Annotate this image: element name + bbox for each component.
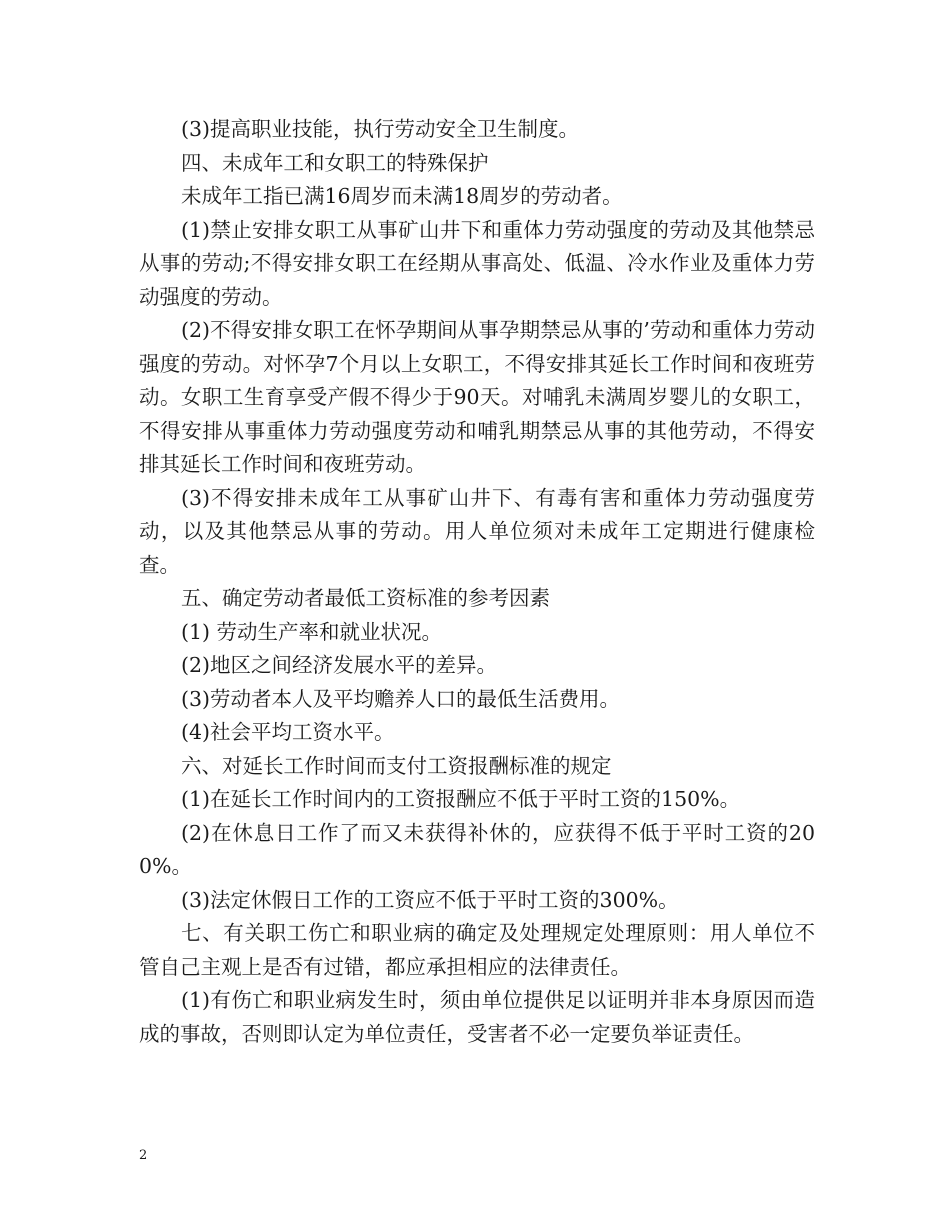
section-heading-5: 五、确定劳动者最低工资标准的参考因素 xyxy=(181,586,550,610)
paragraph-injury-1: (1)有伤亡和职业病发生时，须由单位提供足以证明并非本身原因而造成的事故，否则即认定为单位责任，受害者不必一定要负举证责任。 xyxy=(139,988,815,1046)
paragraph-rule-2: (2)不得安排女职工在怀孕期间从事孕期禁忌从事的’劳动和重体力劳动强度的劳动。对怀孕7个月以上女职工，不得安排其延长工作时间和夜班劳动。女职工生育享受产假不得少于90天。对哺乳未满周岁婴儿的女职工，不得安排从事重体力劳动强度劳动和哺乳期禁忌从事的其他劳动，不得安排其延长工作时间和夜班劳动。 xyxy=(139,318,815,476)
paragraph-overtime-2: (2)在休息日工作了而又未获得补休的，应获得不低于平时工资的200%。 xyxy=(139,820,815,878)
paragraph-factor-1: (1) 劳动生产率和就业状况。 xyxy=(181,619,443,644)
paragraph-rule-3: (3)不得安排未成年工从事矿山井下、有毒有害和重体力劳动强度劳动，以及其他禁忌从事的劳动。用人单位须对未成年工定期进行健康检查。 xyxy=(139,485,815,577)
paragraph-1: (3)提高职业技能，执行劳动安全卫生制度。 xyxy=(181,117,580,141)
paragraph-rule-1: (1)禁止安排女职工从事矿山井下和重体力劳动强度的劳动及其他禁忌从事的劳动;不得安排女职工在经期从事高处、低温、冷水作业及重体力劳动强度的劳动。 xyxy=(139,217,815,309)
section-heading-4: 四、未成年工和女职工的特殊保护 xyxy=(181,150,489,175)
section-heading-7: 七、有关职工伤亡和职业病的确定及处理规定处理原则：用人单位不管自己主观上是否有过错，都应承担相应的法律责任。 xyxy=(139,921,815,979)
paragraph-overtime-1: (1)在延长工作时间内的工资报酬应不低于平时工资的150%。 xyxy=(181,787,741,811)
paragraph-definition: 未成年工指已满16周岁而未满18周岁的劳动者。 xyxy=(181,184,623,208)
paragraph-factor-2: (2)地区之间经济发展水平的差异。 xyxy=(181,653,498,677)
paragraph-factor-4: (4)社会平均工资水平。 xyxy=(181,720,395,744)
page-number: 2 xyxy=(139,1148,148,1163)
document-body xyxy=(139,113,815,1051)
paragraph-factor-3: (3)劳动者本人及平均赡养人口的最低生活费用。 xyxy=(181,686,621,711)
paragraph-overtime-3: (3)法定休假日工作的工资应不低于平时工资的300%。 xyxy=(181,887,679,912)
section-heading-6: 六、对延长工作时间而支付工资报酬标准的规定 xyxy=(181,753,612,778)
